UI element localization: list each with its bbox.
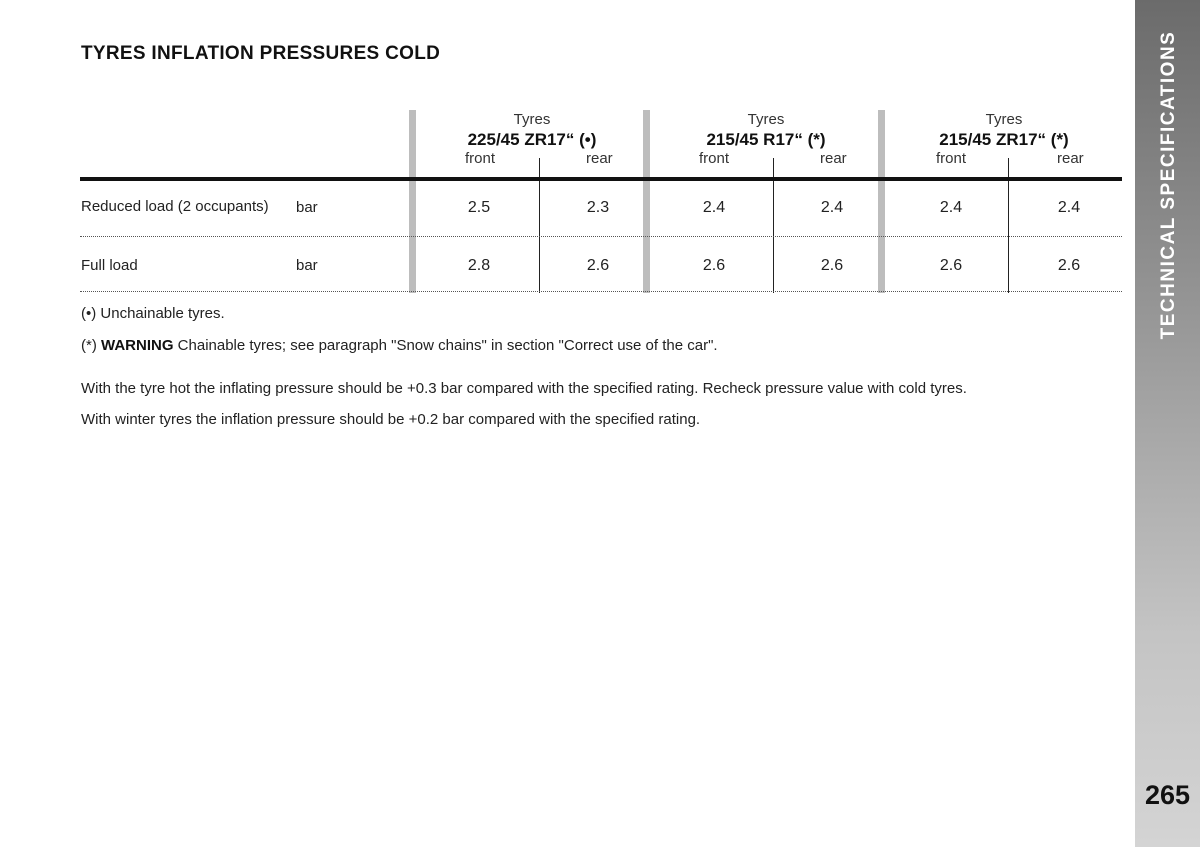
section-title: TECHNICAL SPECIFICATIONS: [1158, 30, 1179, 340]
tyre-group-header: [422, 110, 642, 150]
tyre-group-label: Tyres: [513, 111, 551, 128]
warning-label: WARNING: [101, 337, 174, 354]
column-separator: [878, 110, 885, 293]
tyre-group-label: Tyres: [747, 111, 785, 128]
pressure-value: 2.4: [1057, 199, 1081, 216]
note-unchainable: (•) Unchainable tyres.: [81, 305, 225, 322]
row-unit: bar: [296, 257, 318, 274]
pressure-value: 2.6: [702, 257, 726, 274]
row-divider: [80, 291, 1122, 292]
note-asterisk: (*): [81, 337, 97, 354]
row-label: Reduced load (2 occupants): [81, 198, 269, 215]
note-chainable-text: Chainable tyres; see paragraph "Snow chains" in section "Correct use of the car".: [177, 337, 718, 354]
row-label: Full load: [81, 257, 138, 274]
note-chainable: [81, 337, 718, 354]
pressure-value: 2.4: [939, 199, 963, 216]
pressure-value: 2.3: [586, 199, 610, 216]
page-title: TYRES INFLATION PRESSURES COLD: [81, 43, 441, 64]
front-label: front: [699, 150, 730, 167]
column-separator: [643, 110, 650, 293]
pressure-value: 2.6: [939, 257, 963, 274]
pressure-value: 2.6: [586, 257, 610, 274]
tyre-group-header: [894, 110, 1114, 150]
rear-label: rear: [586, 150, 613, 167]
tyre-group-size: 215/45 ZR17“ (*): [939, 130, 1069, 149]
pressure-value: 2.5: [467, 199, 491, 216]
page-number: 265: [1144, 780, 1191, 810]
note-hot-tyres: With the tyre hot the inflating pressure should be +0.3 bar compared with the specified rating. Recheck pressure value with cold tyres.: [81, 380, 967, 397]
pressure-value: 2.8: [467, 257, 491, 274]
pressure-value: 2.6: [820, 257, 844, 274]
tyre-group-label: Tyres: [985, 111, 1023, 128]
row-unit: bar: [296, 199, 318, 216]
tyre-group-size: 225/45 ZR17“ (•): [467, 130, 597, 149]
header-rule: [80, 177, 1122, 181]
row-divider: [80, 236, 1122, 237]
tyre-group-size: 215/45 R17“ (*): [706, 130, 826, 149]
pressure-value: 2.4: [820, 199, 844, 216]
front-label: front: [936, 150, 967, 167]
pressure-value: 2.4: [702, 199, 726, 216]
note-winter-tyres: With winter tyres the inflation pressure should be +0.2 bar compared with the specified rating.: [81, 411, 701, 428]
column-separator: [409, 110, 416, 293]
pressure-value: 2.6: [1057, 257, 1081, 274]
tyre-group-header: [656, 110, 876, 150]
rear-label: rear: [820, 150, 847, 167]
front-label: front: [465, 150, 496, 167]
rear-label: rear: [1057, 150, 1084, 167]
